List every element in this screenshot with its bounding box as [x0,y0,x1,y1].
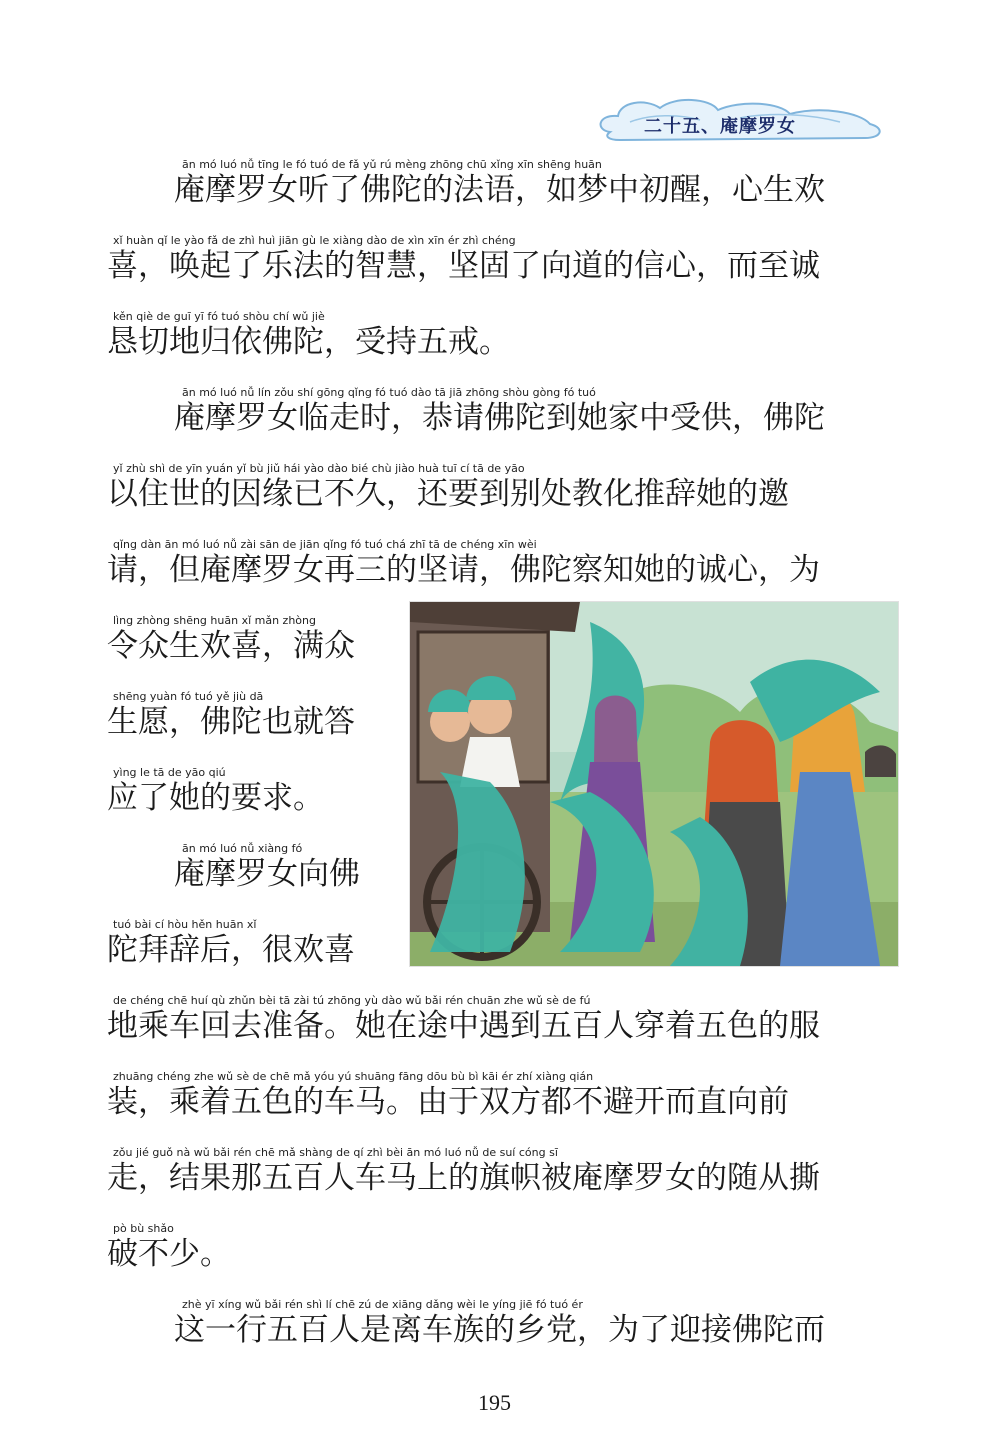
pinyin-line: zǒu jié guǒ nà wǔ bǎi rén chē mǎ shàng de qí zhì bèi ān mó luó nǚ de suí cóng sī [113,1146,558,1159]
hanzi-line: 恳切地归依佛陀，受持五戒。 [107,324,510,360]
pinyin-line: zhuāng chéng zhe wǔ sè de chē mǎ yóu yú shuāng fāng dōu bù bì kāi ér zhí xiàng qián [113,1070,594,1083]
hanzi-line: 庵摩罗女听了佛陀的法语，如梦中初醒，心生欢 [174,172,825,208]
pinyin-line: zhè yī xíng wǔ bǎi rén shì lí chē zú de xiāng dǎng wèi le yíng jiē fó tuó ér [182,1298,583,1311]
pinyin-line: qǐng dàn ān mó luó nǚ zài sān de jiān qǐng fó tuó chá zhī tā de chéng xīn wèi [113,538,537,551]
pinyin-line: kěn qiè de guī yī fó tuó shòu chí wǔ jiè [113,310,325,323]
pinyin-line: ān mó luó nǚ xiàng fó [182,842,303,855]
story-illustration [409,601,899,967]
hanzi-line: 走，结果那五百人车马上的旗帜被庵摩罗女的随从撕 [107,1160,820,1196]
chapter-title: 二十五、庵摩罗女 [644,116,796,137]
page-number: 195 [478,1390,511,1415]
hanzi-line: 破不少。 [107,1236,231,1272]
hanzi-line: 装，乘着五色的车马。由于双方都不避开而直向前 [107,1084,789,1120]
hanzi-line: 庵摩罗女向佛 [174,856,360,892]
hanzi-line: 请，但庵摩罗女再三的坚请，佛陀察知她的诚心，为 [107,552,820,588]
hanzi-line: 应了她的要求。 [107,780,324,816]
hanzi-line: 地乘车回去准备。她在途中遇到五百人穿着五色的服 [107,1008,820,1044]
pinyin-line: xǐ huàn qǐ le yào fǎ de zhì huì jiān gù le xiàng dào de xìn xīn ér zhì chéng [113,234,516,247]
pinyin-line: ān mó luó nǚ lín zǒu shí gōng qǐng fó tuó dào tā jiā zhōng shòu gòng fó tuó [182,386,596,399]
hanzi-line: 庵摩罗女临走时，恭请佛陀到她家中受供，佛陀 [174,400,825,436]
hanzi-line: 喜，唤起了乐法的智慧，坚固了向道的信心，而至诚 [107,248,820,284]
pinyin-line: de chéng chē huí qù zhǔn bèi tā zài tú zhōng yù dào wǔ bǎi rén chuān zhe wǔ sè de fú [113,994,591,1007]
hanzi-line: 以住世的因缘已不久，还要到别处教化推辞她的邀 [107,476,789,512]
hanzi-line: 这一行五百人是离车族的乡党，为了迎接佛陀而 [174,1312,825,1348]
pinyin-line: pò bù shǎo [113,1222,174,1235]
pinyin-line: lìng zhòng shēng huān xǐ mǎn zhòng [113,614,316,627]
hanzi-line: 陀拜辞后，很欢喜 [107,932,355,968]
pinyin-line: ān mó luó nǚ tīng le fó tuó de fǎ yǔ rú mèng zhōng chū xǐng xīn shēng huān [182,158,602,171]
pinyin-line: yǐ zhù shì de yīn yuán yǐ bù jiǔ hái yào dào bié chù jiào huà tuī cí tā de yāo [113,462,525,475]
hanzi-line: 令众生欢喜，满众 [107,628,355,664]
hanzi-line: 生愿，佛陀也就答 [107,704,355,740]
pinyin-line: yìng le tā de yāo qiú [113,766,226,779]
pinyin-line: tuó bài cí hòu hěn huān xǐ [113,918,257,931]
pinyin-line: shēng yuàn fó tuó yě jiù dā [113,690,264,703]
